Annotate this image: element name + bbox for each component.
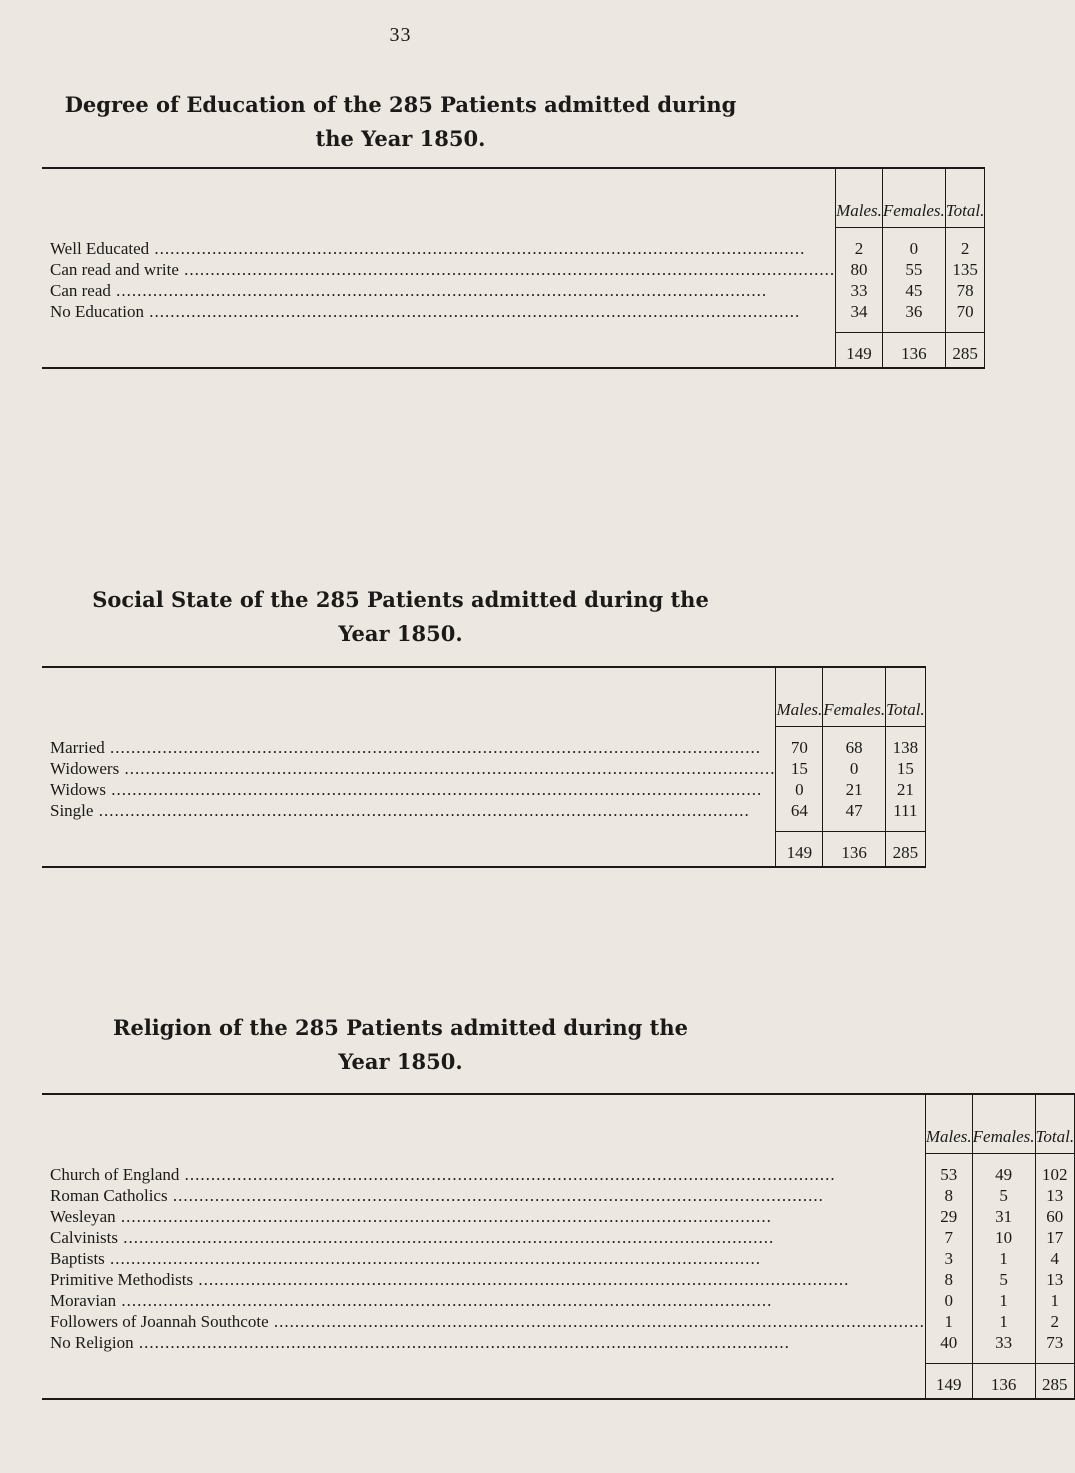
table-row (42, 1269, 1075, 1290)
cell-females: 36 (882, 301, 945, 322)
total-all: 285 (945, 333, 985, 369)
cell-total: 135 (945, 259, 985, 280)
table-row (42, 1185, 1075, 1206)
cell-males: 33 (836, 280, 883, 301)
cell-total: 70 (945, 301, 985, 322)
education-title-line1: Degree of Education of the 285 Patients admitted during (64, 92, 737, 117)
cell-females: 21 (823, 779, 886, 800)
header-males: Males. (776, 667, 823, 727)
religion-title-line1: Religion of the 285 Patients admitted during the (113, 1015, 688, 1040)
social-state-table (42, 666, 926, 868)
table-row (42, 1332, 1075, 1353)
row-label: Married ..... (50, 737, 775, 758)
row-label: Widowers ..... (50, 758, 775, 779)
education-section (0, 88, 801, 156)
header-females: Females. (823, 667, 886, 727)
cell-males: 0 (776, 779, 823, 800)
total-males: 149 (925, 1364, 972, 1400)
cell-males: 2 (836, 228, 883, 260)
cell-total: 2 (945, 228, 985, 260)
row-label: Calvinists ..... (50, 1227, 925, 1248)
row-label: Can read ..... (50, 280, 835, 301)
header-spacer (42, 1094, 925, 1154)
cell-females: 0 (823, 758, 886, 779)
table-row (42, 259, 985, 280)
total-females: 136 (972, 1364, 1035, 1400)
cell-females: 5 (972, 1185, 1035, 1206)
totals-row (42, 832, 925, 868)
header-total: Total. (945, 168, 985, 228)
header-males: Males. (836, 168, 883, 228)
table-row (42, 228, 985, 260)
cell-males: 53 (925, 1154, 972, 1186)
row-label: Roman Catholics ..... (50, 1185, 925, 1206)
row-label: Widows ..... (50, 779, 775, 800)
cell-total: 21 (886, 779, 926, 800)
cell-females: 5 (972, 1269, 1035, 1290)
religion-table (42, 1093, 1075, 1400)
header-females: Females. (882, 168, 945, 228)
total-males: 149 (776, 832, 823, 868)
total-all: 285 (886, 832, 926, 868)
cell-females: 49 (972, 1154, 1035, 1186)
cell-total: 4 (1035, 1248, 1075, 1269)
table-row (42, 301, 985, 322)
totals-row (42, 333, 985, 369)
table-row (42, 758, 925, 779)
religion-section (0, 1011, 801, 1079)
cell-total: 13 (1035, 1269, 1075, 1290)
cell-total: 15 (886, 758, 926, 779)
table-row (42, 1154, 1075, 1186)
education-title-line2: the Year 1850. (315, 126, 486, 151)
education-table (42, 167, 985, 369)
cell-males: 8 (925, 1185, 972, 1206)
cell-total: 13 (1035, 1185, 1075, 1206)
cell-total: 1 (1035, 1290, 1075, 1311)
cell-males: 34 (836, 301, 883, 322)
row-label: Wesleyan ..... (50, 1206, 925, 1227)
cell-total: 111 (886, 800, 926, 821)
row-label: Followers of Joannah Southcote ..... (50, 1311, 925, 1332)
cell-males: 70 (776, 727, 823, 759)
cell-males: 29 (925, 1206, 972, 1227)
social-title-line1: Social State of the 285 Patients admitted during the (92, 587, 709, 612)
table-row (42, 1311, 1075, 1332)
totals-row (42, 1364, 1075, 1400)
cell-total: 78 (945, 280, 985, 301)
religion-title-line2: Year 1850. (338, 1049, 463, 1074)
social-title-line2: Year 1850. (338, 621, 463, 646)
row-label: No Religion ..... (50, 1332, 925, 1353)
cell-total: 60 (1035, 1206, 1075, 1227)
cell-males: 8 (925, 1269, 972, 1290)
cell-males: 1 (925, 1311, 972, 1332)
header-males: Males. (925, 1094, 972, 1154)
cell-total: 73 (1035, 1332, 1075, 1353)
cell-females: 31 (972, 1206, 1035, 1227)
total-females: 136 (882, 333, 945, 369)
cell-males: 80 (836, 259, 883, 280)
cell-males: 64 (776, 800, 823, 821)
table-row (42, 1290, 1075, 1311)
header-total: Total. (1035, 1094, 1075, 1154)
table-row (42, 1206, 1075, 1227)
cell-males: 15 (776, 758, 823, 779)
header-spacer (42, 667, 776, 727)
cell-total: 102 (1035, 1154, 1075, 1186)
social-state-section (0, 583, 801, 651)
cell-females: 1 (972, 1311, 1035, 1332)
table-row (42, 1227, 1075, 1248)
cell-females: 10 (972, 1227, 1035, 1248)
table-row (42, 779, 925, 800)
table-row (42, 727, 925, 759)
total-females: 136 (823, 832, 886, 868)
cell-males: 0 (925, 1290, 972, 1311)
row-label: Moravian ..... (50, 1290, 925, 1311)
row-label: Church of England ..... (50, 1164, 925, 1185)
header-spacer (42, 168, 836, 228)
row-label: Single ..... (50, 800, 775, 821)
header-total: Total. (886, 667, 926, 727)
row-label: Can read and write ..... (50, 259, 835, 280)
table-row (42, 800, 925, 821)
cell-females: 45 (882, 280, 945, 301)
page-number: 33 (389, 24, 412, 46)
cell-total: 17 (1035, 1227, 1075, 1248)
cell-total: 138 (886, 727, 926, 759)
row-label: Primitive Methodists ..... (50, 1269, 925, 1290)
cell-females: 1 (972, 1248, 1035, 1269)
table-row (42, 280, 985, 301)
table-row (42, 1248, 1075, 1269)
cell-females: 1 (972, 1290, 1035, 1311)
cell-females: 33 (972, 1332, 1035, 1353)
cell-females: 68 (823, 727, 886, 759)
header-females: Females. (972, 1094, 1035, 1154)
total-all: 285 (1035, 1364, 1075, 1400)
row-label: Well Educated ..... (50, 238, 835, 259)
cell-females: 0 (882, 228, 945, 260)
cell-total: 2 (1035, 1311, 1075, 1332)
row-label: No Education ..... (50, 301, 835, 322)
cell-females: 47 (823, 800, 886, 821)
cell-males: 7 (925, 1227, 972, 1248)
cell-females: 55 (882, 259, 945, 280)
row-label: Baptists ..... (50, 1248, 925, 1269)
cell-males: 3 (925, 1248, 972, 1269)
total-males: 149 (836, 333, 883, 369)
cell-males: 40 (925, 1332, 972, 1353)
